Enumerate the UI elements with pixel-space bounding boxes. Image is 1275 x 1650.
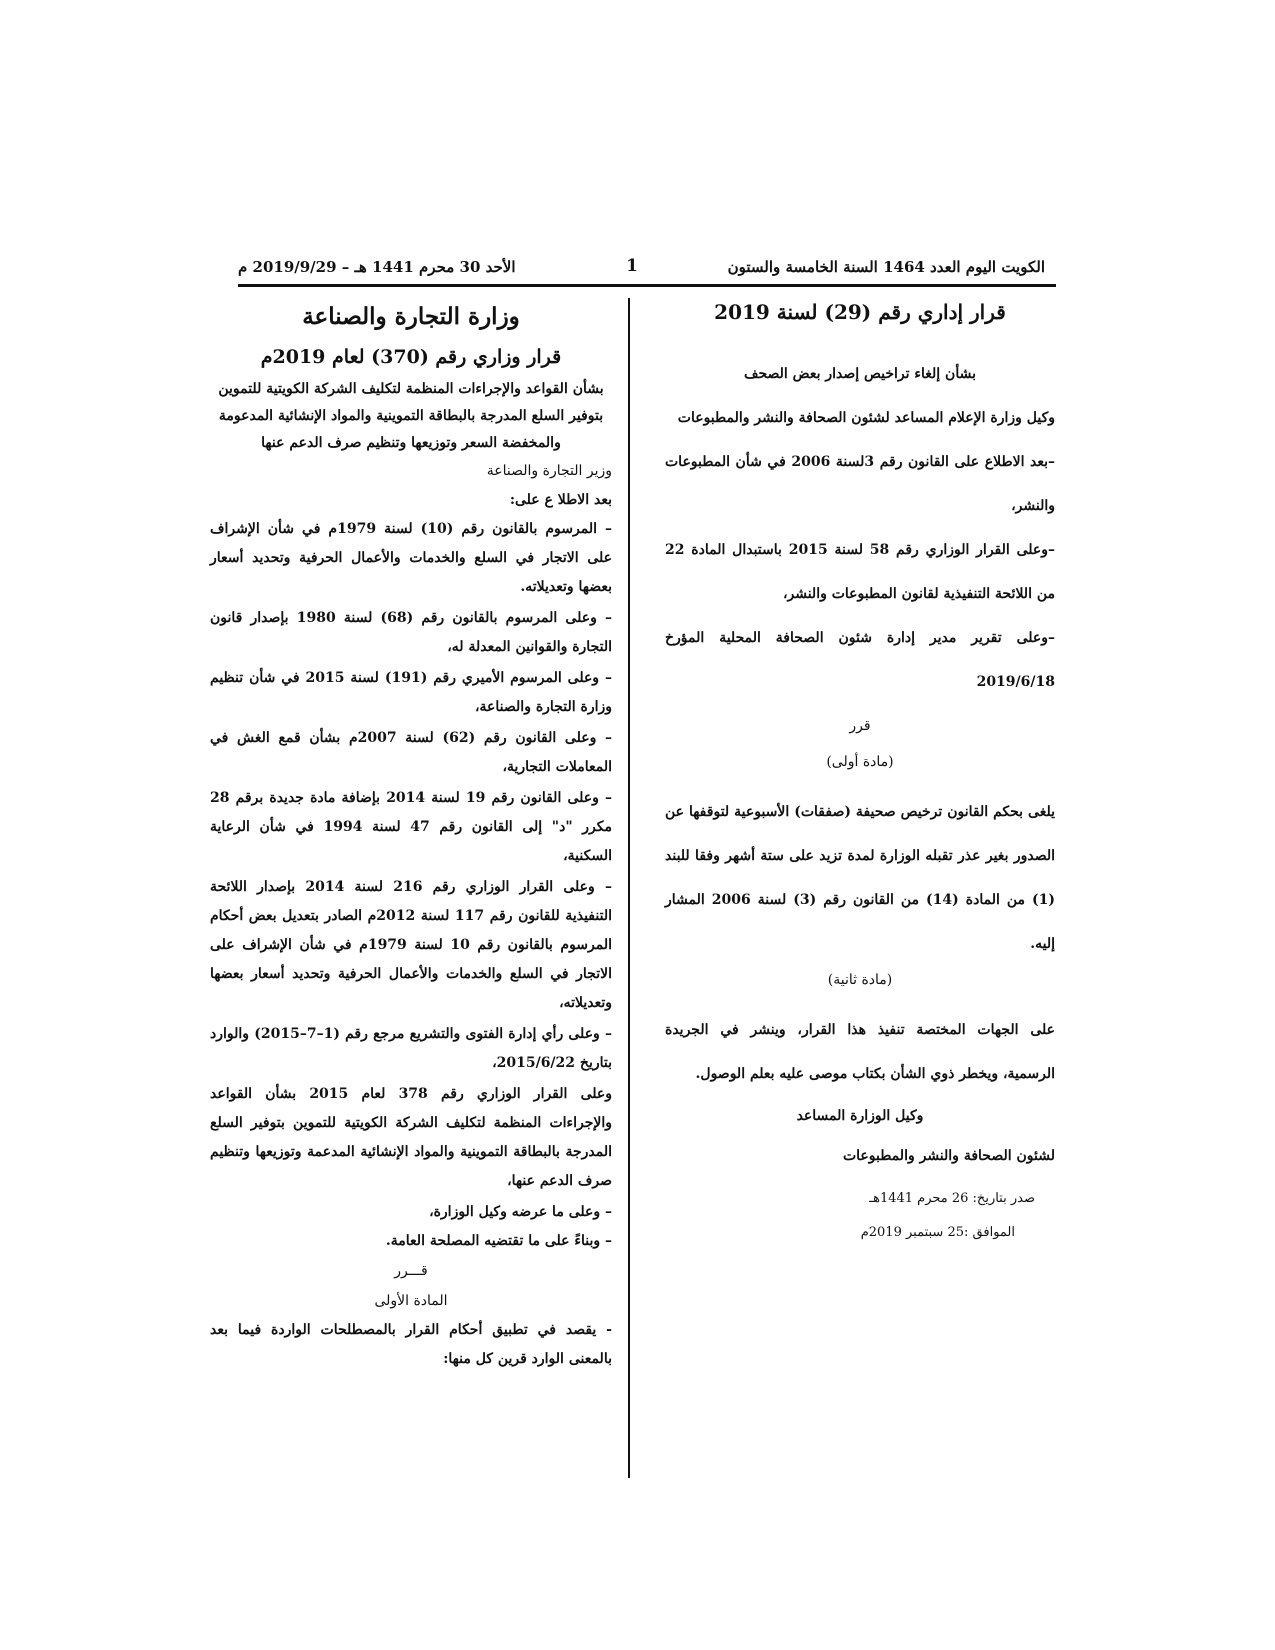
decision-370-article1-heading: المادة الأولى bbox=[374, 1293, 448, 1309]
decision-370-decided: قـــرر bbox=[394, 1263, 428, 1279]
decision-29-article1-text: يلغى بحكم القانون ترخيص صحيفة (صفقات) الأسبوعية لتوقفها عن الصدور بغير عذر تقبله الوزارة لمدة تزيد على ستة أشهر وفقا للبند (1) من المادة (14) من القانون رقم (3) لسنة 2006 المشار إليه. bbox=[665, 804, 1056, 952]
decision-29-issued-hijri: صدر بتاريخ: 26 محرم 1441هـ bbox=[869, 1191, 1035, 1206]
ministry-title: وزارة التجارة والصناعة bbox=[302, 303, 520, 330]
header-date: الأحد 30 محرم 1441 هـ – 2019/9/29 م bbox=[238, 258, 516, 276]
header-page-number: 1 bbox=[626, 256, 638, 276]
decision-370-preamble-7: – وعلى رأي إدارة الفتوى والتشريع مرجع رقم (1–7–2015) والوارد بتاريخ 2015/6/22، bbox=[210, 1026, 612, 1071]
decision-370-preamble-2: – وعلى المرسوم بالقانون رقم (68) لسنة 1980 بإصدار قانون التجارة والقوانين المعدلة له، bbox=[210, 610, 612, 655]
decision-370-minister: وزير التجارة والصناعة bbox=[486, 463, 612, 479]
decision-29-signature-title: وكيل الوزارة المساعد bbox=[796, 1108, 924, 1124]
decision-370-article1-text: - يقصد في تطبيق أحكام القرار بالمصطلحات الواردة فيما بعد بالمعنى الوارد قرين كل منها: bbox=[210, 1322, 612, 1367]
decision-370-subject-line-3: والمخفضة السعر وتوزيعها وتنظيم صرف الدعم عنها bbox=[261, 435, 561, 451]
decision-29-signature-dept: لشئون الصحافة والنشر والمطبوعات bbox=[842, 1148, 1055, 1164]
decision-29-decided: قرر bbox=[849, 718, 871, 734]
decision-29-article1-heading: (مادة أولى) bbox=[826, 754, 894, 770]
left-column bbox=[210, 300, 612, 1374]
decision-29-preamble-2: –وعلى القرار الوزاري رقم 58 لسنة 2015 باستبدال المادة 22 من اللائحة التنفيذية لقانون المطبوعات والنشر، bbox=[665, 542, 1055, 602]
column-divider bbox=[628, 298, 630, 1478]
decision-370-preamble-10: – وبناءً على ما تقتضيه المصلحة العامة. bbox=[385, 1233, 612, 1249]
decision-370-after-review: بعد الاطلا ع على: bbox=[509, 492, 612, 508]
decision-29-preamble-1: –بعد الاطلاع على القانون رقم 3لسنة 2006 في شأن المطبوعات والنشر، bbox=[665, 454, 1056, 514]
header-rule bbox=[238, 284, 1056, 287]
decision-370-title: قرار وزاري رقم (370) لعام 2019م bbox=[260, 346, 562, 368]
decision-370-preamble-3: – وعلى المرسوم الأميري رقم (191) لسنة 2015 في شأن تنظيم وزارة التجارة والصناعة، bbox=[210, 670, 612, 715]
header-issue-info: الكويت اليوم العدد 1464 السنة الخامسة والستون bbox=[727, 258, 1045, 276]
decision-29-subject: بشأن إلغاء تراخيص إصدار بعض الصحف bbox=[743, 366, 976, 382]
right-column bbox=[665, 300, 1055, 1250]
decision-370-subject-line-2: بتوفير السلع المدرجة بالبطاقة التموينية والمواد الإنشائية المدعومة bbox=[218, 408, 604, 424]
decision-370-preamble-5: – وعلى القانون رقم 19 لسنة 2014 بإضافة مادة جديدة برقم 28 مكرر "د" إلى القانون رقم 47 لسنة 1994 في شأن الرعاية السكنية، bbox=[210, 790, 612, 864]
decision-29-preamble-3: –وعلى تقرير مدير إدارة شئون الصحافة المحلية المؤرخ 2019/6/18 bbox=[665, 630, 1055, 690]
decision-370-preamble-4: – وعلى القانون رقم (62) لسنة 2007م بشأن قمع الغش في المعاملات التجارية، bbox=[210, 730, 612, 775]
decision-370-subject-line-1: بشأن القواعد والإجراءات المنظمة لتكليف الشركة الكويتية للتموين bbox=[218, 381, 604, 397]
decision-370-preamble-6: – وعلى القرار الوزاري رقم 216 لسنة 2014 بإصدار اللائحة التنفيذية للقانون رقم 117 لسنة 2012م الصادر بتعديل بعض أحكام المرسوم بالقانون رقم 10 لسنة 1979م في شأن الإشراف على الاتجار في السلع والخدمات والأعمال الحرفية وتحديد أسعار بعضها وتعديلاته، bbox=[210, 879, 613, 1011]
decision-29-issued-gregorian: الموافق :25 سبتمبر 2019م bbox=[860, 1225, 1015, 1240]
decision-29-article2-heading: (مادة ثانية) bbox=[827, 972, 893, 988]
decision-29-issuer: وكيل وزارة الإعلام المساعد لشئون الصحافة والنشر والمطبوعات bbox=[677, 410, 1055, 426]
decision-370-preamble-8: وعلى القرار الوزاري رقم 378 لعام 2015 بشأن القواعد والإجراءات المنظمة لتكليف الشركة الكويتية للتموين بتوفير السلع المدرجة بالبطاقة التموينية والمواد الإنشائية المدعمة وتوزيعها وتنظيم صرف الدعم عنها، bbox=[210, 1086, 612, 1189]
decision-370-preamble-1: – المرسوم بالقانون رقم (10) لسنة 1979م في شأن الإشراف على الاتجار في السلع والخدمات والأعمال الحرفية وتحديد أسعار بعضها وتعديلاته. bbox=[210, 521, 612, 595]
decision-29-title: قرار إداري رقم (29) لسنة 2019 bbox=[714, 300, 1006, 324]
decision-29-article2-text: على الجهات المختصة تنفيذ هذا القرار، وينشر في الجريدة الرسمية، ويخطر ذوي الشأن بكتاب موصى عليه بعلم الوصول. bbox=[665, 1022, 1055, 1082]
decision-370-preamble-9: – وعلى ما عرضه وكيل الوزارة، bbox=[429, 1204, 612, 1220]
